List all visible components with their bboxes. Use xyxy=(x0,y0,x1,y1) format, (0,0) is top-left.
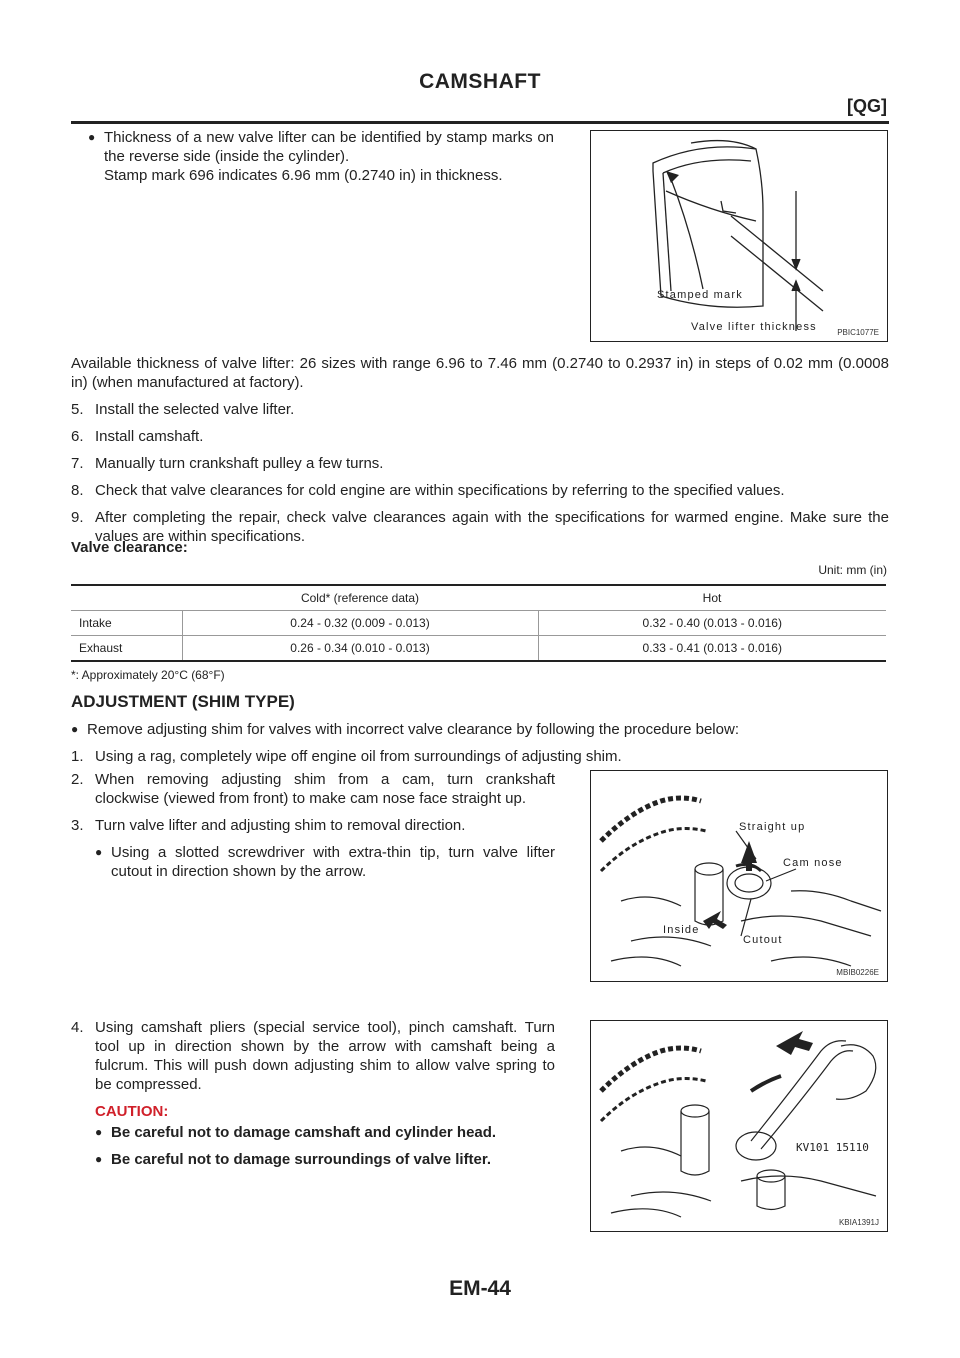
list-item: 6. Install camshaft. xyxy=(71,428,204,445)
bullet-icon: ● xyxy=(71,722,79,736)
list-item: ● Using a slotted screwdriver with extra-thin tip, turn valve lifter cutout in direction shown by the arrow. xyxy=(95,844,555,880)
intro-line: Stamp mark 696 indicates 6.96 mm (0.2740 in) in thickness. xyxy=(104,167,503,184)
list-item: 8. Check that valve clearances for cold engine are within specifications by referring to the specified values. xyxy=(71,482,785,499)
adjustment-intro xyxy=(71,720,889,766)
cam-nose-label: Cam nose xyxy=(783,857,843,869)
table-row: Exhaust 0.26 - 0.34 (0.010 - 0.013) 0.33 - 0.41 (0.013 - 0.016) xyxy=(71,636,886,662)
figure-code: MBIB0226E xyxy=(836,968,879,977)
available-thickness: Available thickness of valve lifter: 26 sizes with range 6.96 to 7.46 mm (0.2740 to 0.2937 in) in steps of 0.02 mm (0.0008 in) (when manufactured at factory). xyxy=(71,355,889,391)
straight-up-label: Straight up xyxy=(739,821,806,833)
figure-cam-nose xyxy=(590,770,888,982)
step-four-block xyxy=(71,1018,555,1169)
caution-item: ● Be careful not to damage surroundings of valve lifter. xyxy=(95,1151,492,1168)
header-rule xyxy=(71,121,889,124)
clearance-unit: Unit: mm (in) xyxy=(818,563,887,577)
list-item: ● Remove adjusting shim for valves with incorrect valve clearance by following the procedure below: xyxy=(71,721,739,738)
intro-block xyxy=(88,128,554,185)
clearance-table xyxy=(71,584,886,662)
figure-code: PBIC1077E xyxy=(837,328,879,337)
list-item: 2. When removing adjusting shim from a cam, turn crankshaft clockwise (viewed from front) to make cam nose face straight up. xyxy=(71,771,555,807)
thickness-label: Valve lifter thickness xyxy=(691,321,817,333)
list-item: 1. Using a rag, completely wipe off engine oil from surroundings of adjusting shim. xyxy=(71,748,622,765)
caution-label: CAUTION: xyxy=(95,1103,169,1120)
table-row: Intake 0.24 - 0.32 (0.009 - 0.013) 0.32 - 0.40 (0.013 - 0.016) xyxy=(71,611,886,636)
bullet-icon: ● xyxy=(95,1125,103,1139)
table-header-empty xyxy=(71,585,182,611)
figure-camshaft-pliers xyxy=(590,1020,888,1232)
bullet-icon: ● xyxy=(95,845,103,859)
table-header-cold: Cold* (reference data) xyxy=(182,585,538,611)
list-item: 4. Using camshaft pliers (special service tool), pinch camshaft. Turn tool up in direction shown by the arrow with camshaft being a fulcrum. This will push down adjusting shim to allow valve spring to be compressed. xyxy=(71,1019,555,1093)
camshaft-pliers-illustration xyxy=(591,1021,887,1231)
page-number: EM-44 xyxy=(449,1277,511,1300)
steps-list xyxy=(71,400,889,546)
valve-lifter-illustration xyxy=(591,131,887,341)
bullet-icon: ● xyxy=(95,1152,103,1166)
section-code: [QG] xyxy=(847,96,887,116)
list-item: 3. Turn valve lifter and adjusting shim to removal direction. xyxy=(71,817,466,834)
adjustment-heading: ADJUSTMENT (SHIM TYPE) xyxy=(71,692,295,711)
adjustment-steps xyxy=(71,770,555,881)
clearance-footnote: *: Approximately 20°C (68°F) xyxy=(71,668,225,682)
stamped-mark-label: Stamped mark xyxy=(657,289,743,301)
figure-code: KBIA1391J xyxy=(838,1218,879,1227)
list-item: 7. Manually turn crankshaft pulley a few turns. xyxy=(71,455,384,472)
caution-item: ● Be careful not to damage camshaft and cylinder head. xyxy=(95,1124,497,1141)
bullet-icon: ● xyxy=(88,130,96,144)
clearance-heading: Valve clearance: xyxy=(71,539,188,556)
inside-label: Inside xyxy=(663,924,700,936)
cutout-label: Cutout xyxy=(743,934,783,946)
list-item: 9. After completing the repair, check valve clearances again with the specifications for warmed engine. Make sure the values are within specifications. xyxy=(71,509,889,545)
tool-number-label: KV101 15110 xyxy=(796,1141,869,1154)
page-title: CAMSHAFT xyxy=(419,70,541,93)
figure-valve-lifter xyxy=(590,130,888,342)
intro-bullet: ● Thickness of a new valve lifter can be identified by stamp marks on the reverse side (inside the cylinder). xyxy=(88,129,554,165)
caution-block xyxy=(71,1102,555,1169)
list-item: 5. Install the selected valve lifter. xyxy=(71,401,295,418)
cam-nose-illustration xyxy=(591,771,887,981)
table-header-hot: Hot xyxy=(538,585,886,611)
